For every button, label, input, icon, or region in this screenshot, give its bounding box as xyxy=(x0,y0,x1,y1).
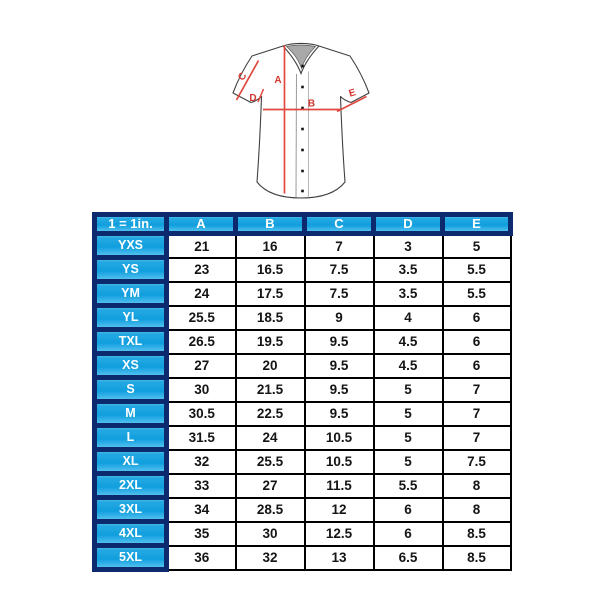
column-header-d: D xyxy=(374,215,443,234)
cell-value: 32 xyxy=(236,546,305,570)
cell-value: 6.5 xyxy=(374,546,443,570)
cell-value: 30 xyxy=(167,378,236,402)
cell-value: 18.5 xyxy=(236,306,305,330)
cell-value: 5.5 xyxy=(443,282,511,306)
column-header-e: E xyxy=(443,215,511,234)
cell-value: 27 xyxy=(167,354,236,378)
cell-value: 19.5 xyxy=(236,330,305,354)
size-label: TXL xyxy=(95,330,167,354)
column-header-b: B xyxy=(236,215,305,234)
cell-value: 24 xyxy=(236,426,305,450)
cell-value: 6 xyxy=(374,522,443,546)
size-label: 5XL xyxy=(95,546,167,570)
cell-value: 7 xyxy=(305,234,374,258)
size-label: 4XL xyxy=(95,522,167,546)
size-label: L xyxy=(95,426,167,450)
cell-value: 10.5 xyxy=(305,450,374,474)
size-label: M xyxy=(95,402,167,426)
table-row xyxy=(95,498,511,522)
size-label: YL xyxy=(95,306,167,330)
cell-value: 13 xyxy=(305,546,374,570)
placket-left-line xyxy=(296,74,297,198)
cell-value: 32 xyxy=(167,450,236,474)
cell-value: 11.5 xyxy=(305,474,374,498)
cell-value: 17.5 xyxy=(236,282,305,306)
cell-value: 22.5 xyxy=(236,402,305,426)
cell-value: 26.5 xyxy=(167,330,236,354)
cell-value: 28.5 xyxy=(236,498,305,522)
label-b: B xyxy=(307,98,316,110)
cell-value: 5.5 xyxy=(443,258,511,282)
label-d: D xyxy=(249,93,257,104)
cell-value: 31.5 xyxy=(167,426,236,450)
cell-value: 7.5 xyxy=(305,282,374,306)
cell-value: 6 xyxy=(443,306,511,330)
cell-value: 8 xyxy=(443,474,511,498)
cell-value: 8.5 xyxy=(443,546,511,570)
size-label: 2XL xyxy=(95,474,167,498)
cell-value: 7 xyxy=(443,378,511,402)
table-row xyxy=(95,450,511,474)
label-c: C xyxy=(236,70,250,83)
cell-value: 4 xyxy=(374,306,443,330)
cell-value: 25.5 xyxy=(167,306,236,330)
cell-value: 5.5 xyxy=(374,474,443,498)
cell-value: 25.5 xyxy=(236,450,305,474)
cell-value: 7 xyxy=(443,426,511,450)
cell-value: 5 xyxy=(374,450,443,474)
table-row xyxy=(95,234,511,258)
table-row xyxy=(95,474,511,498)
cell-value: 12.5 xyxy=(305,522,374,546)
cell-value: 20 xyxy=(236,354,305,378)
cell-value: 12 xyxy=(305,498,374,522)
size-label: YXS xyxy=(95,234,167,258)
table-row xyxy=(95,522,511,546)
cell-value: 8.5 xyxy=(443,522,511,546)
cell-value: 7.5 xyxy=(443,450,511,474)
cell-value: 5 xyxy=(443,234,511,258)
cell-value: 4.5 xyxy=(374,354,443,378)
size-label: YM xyxy=(95,282,167,306)
table-row xyxy=(95,282,511,306)
cell-value: 6 xyxy=(374,498,443,522)
cell-value: 27 xyxy=(236,474,305,498)
cell-value: 6 xyxy=(443,330,511,354)
cell-value: 7.5 xyxy=(305,258,374,282)
scale-note: 1 = 1in. xyxy=(95,215,167,234)
cell-value: 36 xyxy=(167,546,236,570)
cell-value: 3.5 xyxy=(374,258,443,282)
size-label: YS xyxy=(95,258,167,282)
size-label: XS xyxy=(95,354,167,378)
table-row xyxy=(95,426,511,450)
cell-value: 10.5 xyxy=(305,426,374,450)
table-row xyxy=(95,258,511,282)
cell-value: 23 xyxy=(167,258,236,282)
cell-value: 4.5 xyxy=(374,330,443,354)
cell-value: 9.5 xyxy=(305,402,374,426)
cell-value: 9 xyxy=(305,306,374,330)
cell-value: 7 xyxy=(443,402,511,426)
cell-value: 33 xyxy=(167,474,236,498)
size-label: XL xyxy=(95,450,167,474)
cell-value: 21 xyxy=(167,234,236,258)
size-label: 3XL xyxy=(95,498,167,522)
cell-value: 35 xyxy=(167,522,236,546)
cell-value: 24 xyxy=(167,282,236,306)
cell-value: 9.5 xyxy=(305,330,374,354)
table-row xyxy=(95,354,511,378)
label-a: A xyxy=(274,75,282,86)
cell-value: 21.5 xyxy=(236,378,305,402)
cell-value: 8 xyxy=(443,498,511,522)
cell-value: 6 xyxy=(443,354,511,378)
table-row xyxy=(95,330,511,354)
header-row xyxy=(95,215,511,234)
size-chart-table xyxy=(92,212,513,572)
cell-value: 16.5 xyxy=(236,258,305,282)
table-row xyxy=(95,378,511,402)
column-header-c: C xyxy=(305,215,374,234)
cell-value: 16 xyxy=(236,234,305,258)
size-label: S xyxy=(95,378,167,402)
cell-value: 3.5 xyxy=(374,282,443,306)
table-row xyxy=(95,306,511,330)
table-row xyxy=(95,402,511,426)
cell-value: 5 xyxy=(374,426,443,450)
cell-value: 30.5 xyxy=(167,402,236,426)
cell-value: 9.5 xyxy=(305,378,374,402)
cell-value: 3 xyxy=(374,234,443,258)
cell-value: 30 xyxy=(236,522,305,546)
cell-value: 34 xyxy=(167,498,236,522)
jersey-diagram xyxy=(226,36,378,204)
cell-value: 5 xyxy=(374,402,443,426)
cell-value: 9.5 xyxy=(305,354,374,378)
column-header-a: A xyxy=(167,215,236,234)
label-e: E xyxy=(347,87,358,100)
table-row xyxy=(95,546,511,570)
cell-value: 5 xyxy=(374,378,443,402)
